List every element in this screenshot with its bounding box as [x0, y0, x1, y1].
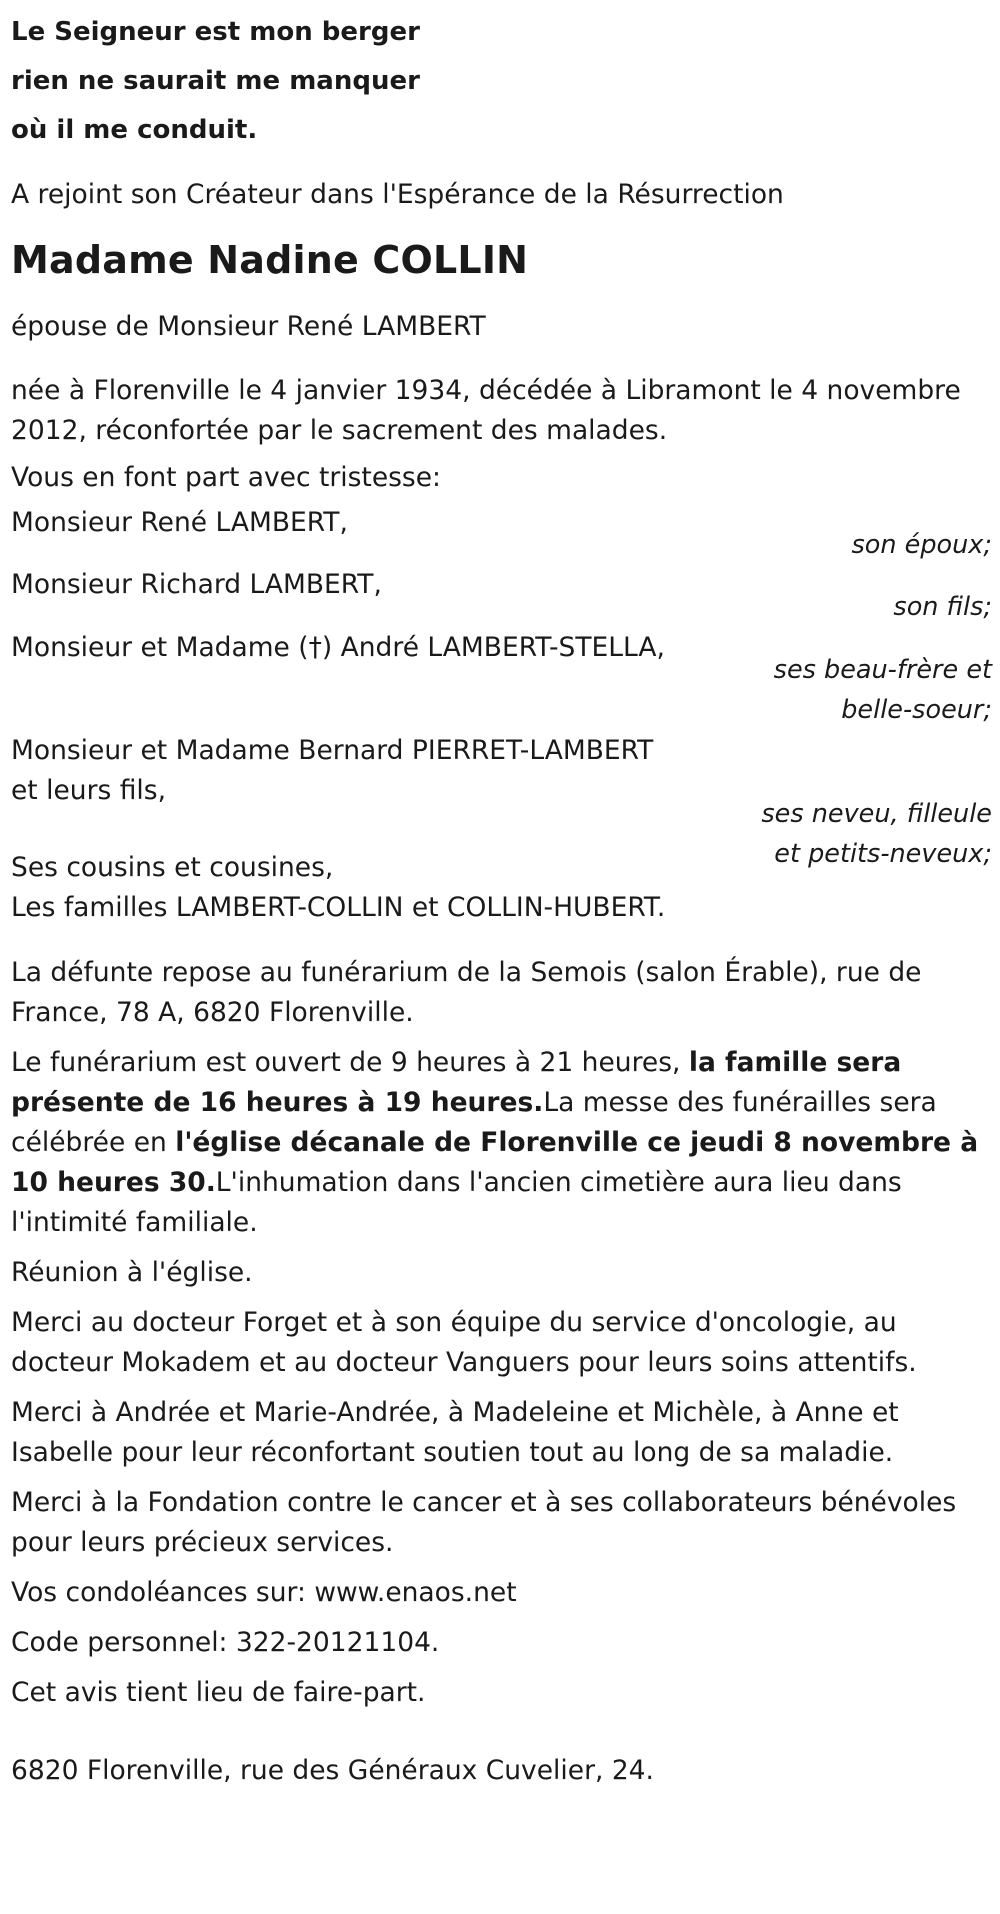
funerarium-text — [11, 1043, 986, 1243]
reunion-text: Réunion à l'église. — [11, 1257, 253, 1288]
spouse-text: épouse de Monsieur René LAMBERT — [11, 311, 486, 342]
family-member-3 — [11, 628, 992, 731]
family-member-name: Monsieur et Madame Bernard PIERRET-LAMBERT — [11, 735, 654, 766]
family-member-name: Monsieur et Madame (†) André LAMBERT-STELLA, — [11, 632, 665, 663]
condolences-text: Vos condoléances sur: www.enaos.net — [11, 1577, 517, 1608]
notice-text: Cet avis tient lieu de faire-part. — [11, 1677, 426, 1708]
verse-line-1: Le Seigneur est mon berger — [11, 17, 420, 47]
role-line: ses beau-frère et — [773, 655, 992, 685]
family-member-name: Monsieur Richard LAMBERT, — [11, 569, 382, 600]
repose-text: La défunte repose au funérarium de la Semois (salon Érable), rue de France, 78 A, 6820 Florenville. — [11, 957, 922, 1028]
thanks-text-1: Merci au docteur Forget et à son équipe du service d'oncologie, au docteur Mokadem et au docteur Vanguers pour leurs soins attentifs. — [11, 1307, 917, 1378]
psalm-verse — [11, 8, 992, 155]
burial-text: L'inhumation dans l'ancien cimetière aura lieu dans l'intimité familiale. — [11, 1167, 902, 1238]
thanks-text-3: Merci à la Fondation contre le cancer et à ses collaborateurs bénévoles pour leurs précieux services. — [11, 1487, 957, 1558]
role-line: et petits-neveux; — [774, 839, 992, 869]
personal-code: Code personnel: 322-20121104. — [11, 1627, 440, 1658]
intro-text: A rejoint son Créateur dans l'Espérance de la Résurrection — [11, 179, 784, 210]
mass-intro: La messe des funérailles sera célébrée en — [11, 1087, 937, 1158]
funerarium-hours: Le funérarium est ouvert de 9 heures à 21 heures, — [11, 1047, 689, 1078]
family-presence: la famille sera présente de 16 heures à 19 heures. — [11, 1047, 902, 1118]
family-member-name: et leurs fils, — [11, 775, 166, 806]
family-member-1 — [11, 503, 992, 565]
family-member-role: son époux; — [851, 530, 992, 560]
families-text: Les familles LAMBERT-COLLIN et COLLIN-HUBERT. — [11, 892, 666, 923]
family-member-role — [774, 650, 992, 730]
role-line: belle-soeur; — [841, 695, 992, 725]
family-member-name: Monsieur René LAMBERT, — [11, 507, 348, 538]
cousins-text: Ses cousins et cousines, — [11, 852, 334, 883]
address-text: 6820 Florenville, rue des Généraux Cuvelier, 24. — [11, 1755, 654, 1786]
birth-death-text: née à Florenville le 4 janvier 1934, décédée à Libramont le 4 novembre 2012, réconfortée par le sacrement des malades. — [11, 375, 961, 446]
role-line: ses neveu, filleule — [761, 799, 992, 829]
announce-text: Vous en font part avec tristesse: — [11, 462, 441, 493]
deceased-name: Madame Nadine COLLIN — [11, 238, 529, 282]
family-member-role — [761, 794, 992, 874]
verse-line-2: rien ne saurait me manquer — [11, 66, 420, 96]
mass-details: l'église décanale de Florenville ce jeudi 8 novembre à 10 heures 30. — [11, 1127, 979, 1198]
thanks-text-2: Merci à Andrée et Marie-Andrée, à Madeleine et Michèle, à Anne et Isabelle pour leur réconfortant soutien tout au long de sa maladie. — [11, 1397, 899, 1468]
verse-line-3: où il me conduit. — [11, 115, 258, 145]
family-member-role: son fils; — [893, 592, 992, 622]
family-member-2 — [11, 565, 992, 628]
